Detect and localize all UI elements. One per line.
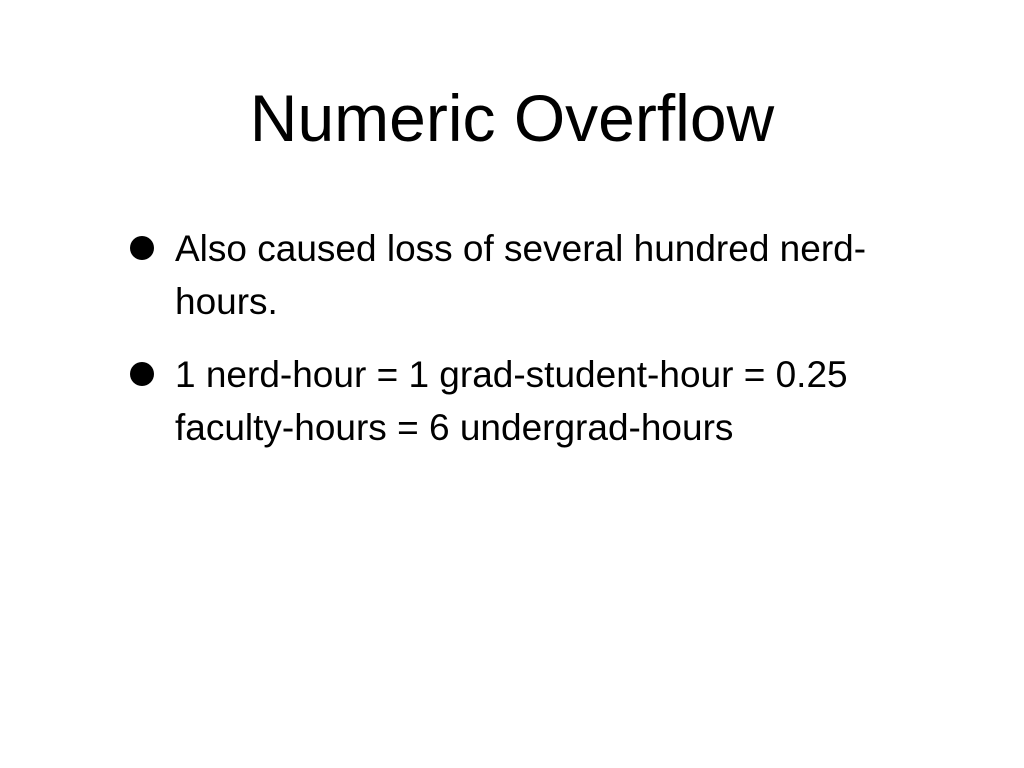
bullet-text: Also caused loss of several hundred nerd-hours. bbox=[175, 228, 867, 322]
bullet-item bbox=[128, 222, 948, 328]
bullet-item bbox=[128, 348, 948, 454]
bullet-list bbox=[128, 222, 948, 474]
bullet-text: 1 nerd-hour = 1 grad-student-hour = 0.25 faculty-hours = 6 undergrad-hours bbox=[175, 354, 848, 448]
bullet-dot-icon bbox=[130, 362, 154, 386]
bullet-dot-icon bbox=[130, 236, 154, 260]
slide-title: Numeric Overflow bbox=[249, 81, 775, 155]
